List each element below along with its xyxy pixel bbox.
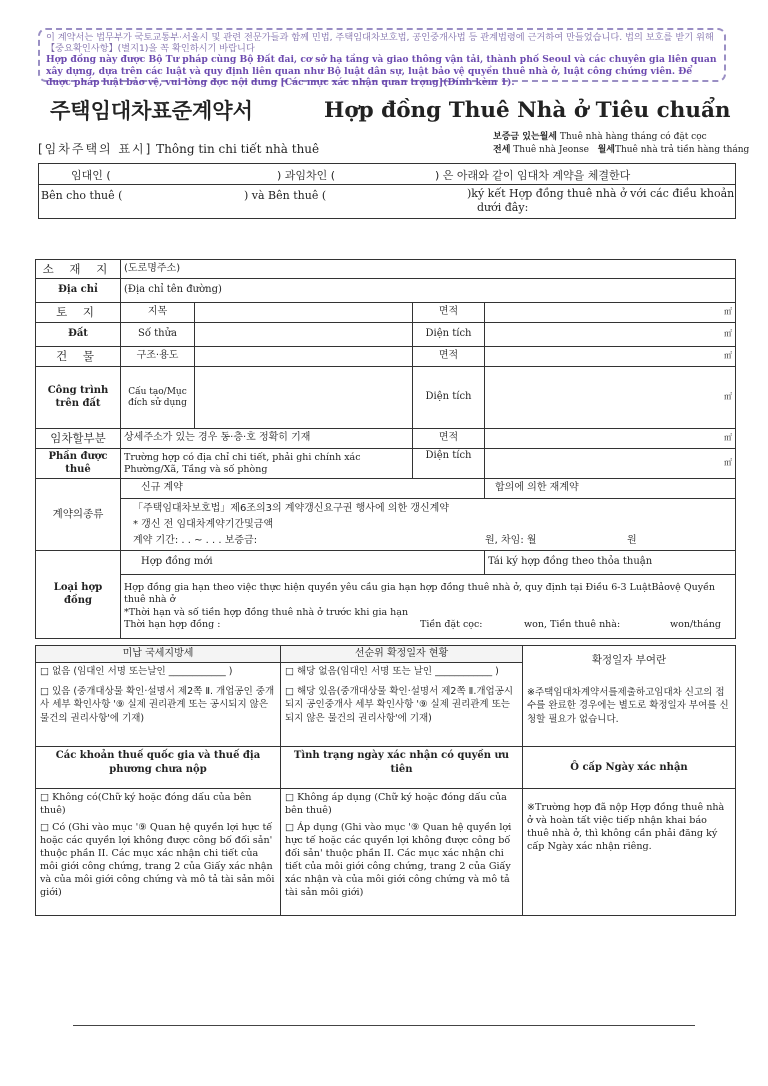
legend-3-ko: 월세 xyxy=(597,144,615,155)
new-contract-vi[interactable]: Hợp đồng mới xyxy=(121,551,485,575)
confirm-date-note-vi: ※Trường hợp đã nộp Hợp đồng thuê nhà ở và hoàn tất việc tiếp nhận khai báo thuê nhà ở, thì không cần phải đăng ký cấp Ngày xác nhận riêng. xyxy=(523,789,736,916)
priority-date-yes-vi[interactable]: □ Áp dụng (Ghi vào mục '⑨ Quan hệ quyền lợi hực tế hoặc các quyền lợi không được công bố đối sản' thuộc phần II. Các mục xác nhận chi tiết của môi giới công chứng, trang 2 của Giấy xác nhận và của môi giới công chứng và mô tả tài sản môi giới) xyxy=(285,822,512,898)
part-label-ko: 임차할부분 xyxy=(36,429,121,449)
ctype-label-vi: Loại hợp đồng xyxy=(36,551,121,639)
renewal-vi-line2: *Thời hạn và số tiền hợp đồng thuê nhà ở trước khi gia hạn xyxy=(124,606,409,618)
renew-agree-ko[interactable]: 합의에 의한 재계약 xyxy=(485,479,736,499)
part-area-unit[interactable]: ㎡ xyxy=(485,429,736,449)
priority-date-header-vi: Tình trạng ngày xác nhận có quyền ưu tiên xyxy=(281,747,523,789)
party-ko-a: 임대인 ( xyxy=(71,169,111,182)
priority-date-yes-ko[interactable]: □ 해당 있음(중개대상물 확인·설명서 제2쪽 Ⅱ.개업공시되지 공인중개사 세부 확인사항 '⑨ 실제 권리관계 또는 되지 않은 물건의 권리사항'에 기재) xyxy=(285,685,514,724)
land-value-ko[interactable] xyxy=(195,303,413,323)
land-area-unit[interactable]: ㎡ xyxy=(485,303,736,323)
party-vi-a: Bên cho thuê ( xyxy=(41,189,123,202)
unpaid-tax-options-vi xyxy=(36,789,281,916)
registration-table xyxy=(35,645,736,916)
priority-date-none-ko[interactable]: □ 해당 없음(임대인 서명 또는 날인 ____________ ) xyxy=(285,666,499,677)
land-value-vi[interactable] xyxy=(195,323,413,347)
renewal-vi-deposit: Tiền đặt cọc: xyxy=(420,619,483,630)
addr-label-ko: 소 재 지 xyxy=(36,260,121,279)
renewal-ko-won: 원, 차임: 월 xyxy=(485,534,537,546)
part-value-ko[interactable]: 상세주소가 있는 경우 동·층·호 정확히 기재 xyxy=(121,429,413,449)
bldg-label-ko: 건 물 xyxy=(36,347,121,367)
part-label-vi: Phần được thuê xyxy=(36,449,121,479)
section-label xyxy=(38,140,319,157)
section-label-ko: [임차주택의 표시] xyxy=(38,142,153,156)
land-sub-ko: 지목 xyxy=(121,303,195,323)
unpaid-tax-none-ko[interactable]: □ 없음 (임대인 서명 또는날인 ____________ ) xyxy=(40,666,233,677)
addr-value-vi[interactable]: (Địa chỉ tên đường) xyxy=(121,279,736,303)
renewal-contract-vi[interactable] xyxy=(121,575,736,639)
title-korean: 주택임대차표준계약서 xyxy=(50,99,253,123)
section-label-vi: Thông tin chi tiết nhà thuê xyxy=(156,142,320,156)
bldg-sub-vi: Cấu tạo/Mục đích sử dụng xyxy=(121,367,195,429)
notice-korean: 이 계약서는 법무부가 국토교통부·서울시 및 관련 전문가들과 함께 민법, 주택임대차보호법, 공인중개사법 등 관계법령에 근거하여 만들었습니다. 법의 보호를 받기 위해 【중요확인사항】(별지1)을 꼭 확인하시기 바랍니다 xyxy=(46,32,714,55)
renewal-ko-line3 xyxy=(133,533,732,549)
priority-date-options-ko xyxy=(281,663,523,747)
unpaid-tax-yes-vi[interactable]: □ Có (Ghi vào mục '⑨ Quan hệ quyền lợi hực tế hoặc các quyền lợi không được công bố đối sản' thuộc phần II. Các mục xác nhận chi tiết của môi giới công chứng, trang 2 của Giấy xác nhận và của môi giới công chứng và mô tả tài sản môi giới) xyxy=(40,822,275,898)
bldg-value-vi[interactable] xyxy=(195,367,413,429)
party-vi-c: )ký kết Hợp đồng thuê nhà ở với các điều khoản xyxy=(467,187,735,200)
renewal-ko-line1: 「주택임대차보호법」제6조의3의 계약갱신요구권 행사에 의한 갱신계약 xyxy=(133,502,449,514)
addr-label-vi: Địa chỉ xyxy=(36,279,121,303)
bldg-area-unit[interactable]: ㎡ xyxy=(485,347,736,367)
bldg-area-unit-vi[interactable]: ㎡ xyxy=(485,367,736,429)
legend-1-vi: Thuê nhà hàng tháng có đặt cọc xyxy=(559,132,707,142)
unpaid-tax-none-vi[interactable]: □ Không có(Chữ ký hoặc đóng dấu của bên thuê) xyxy=(40,792,252,816)
confirm-date-header-ko: 확정일자 부여란 xyxy=(591,654,667,666)
unpaid-tax-header-vi: Các khoản thuế quốc gia và thuế địa phương chưa nộp xyxy=(36,747,281,789)
notice-vietnamese: Hợp đồng này được Bộ Tư pháp cùng Bộ Đất đai, cơ sở hạ tầng và giao thông vận tải, thành phố Seoul và các chuyên gia liên quan xây dựng, dựa trên các luật và quy định liên quan như Bộ luật dân sự, luật bảo vệ quyền thuê nhà ở, luật công chứng viên. Để được pháp luật bảo vệ, vui lòng đọc nội dung [Các mục xác nhận quan trọng](Đính kèm 1). xyxy=(46,54,717,88)
unpaid-tax-options-ko xyxy=(36,663,281,747)
part-area-label-ko: 면적 xyxy=(413,429,485,449)
property-info-table xyxy=(35,259,736,639)
legend-2-vi: Thuê nhà Jeonse xyxy=(513,144,589,155)
title-vietnamese: Hợp đồng Thuê Nhà ở Tiêu chuẩn xyxy=(324,98,731,123)
legal-notice-box xyxy=(38,28,726,88)
party-vi-b: ) và Bên thuê ( xyxy=(244,189,327,202)
legend-2-ko: 전세 xyxy=(493,144,511,155)
renewal-ko-won-end: 원 xyxy=(627,534,637,546)
bldg-area-label-vi: Diện tích xyxy=(413,367,485,429)
renewal-vi-period: Thời hạn hợp đồng : xyxy=(124,619,221,630)
renewal-vi-line1: Hợp đồng gia hạn theo việc thực hiện quyền yêu cầu gia hạn hợp đồng thuê nhà ở, quy định tại Điều 6-3 LuậtBảovệ Quyền thuê nhà ở xyxy=(124,581,716,605)
ctype-label-ko: 계약의종류 xyxy=(36,479,121,551)
confirm-date-note-ko: ※주택임대차계약서를제출하고임대차 신고의 접수를 완료한 경우에는 별도로 확정일자 부여를 신청할 필요가 없습니다. xyxy=(527,686,729,725)
renewal-ko-period: 계약 기간: . . ~ . . . 보증금: xyxy=(133,534,258,546)
footer-divider xyxy=(73,1025,695,1026)
legend-3-vi: Thuê nhà trả tiền hàng tháng xyxy=(614,144,750,155)
unpaid-tax-yes-ko[interactable]: □ 있음 (중개대상물 확인·설명서 제2쪽 Ⅱ. 개업공인 중개사 세부 확인사항 '⑨ 실제 권리관계 또는 공시되지 않은 물건의 권리사항'에 기재) xyxy=(40,685,275,724)
renewal-vi-month: won/tháng xyxy=(670,619,721,630)
land-sub-vi: Số thửa xyxy=(121,323,195,347)
land-area-label-ko: 면적 xyxy=(413,303,485,323)
renewal-contract-ko[interactable] xyxy=(121,499,736,551)
unpaid-tax-header-ko: 미납 국세지방세 xyxy=(36,646,281,663)
part-area-unit-vi[interactable]: ㎡ xyxy=(485,449,736,479)
new-contract-ko[interactable]: 신규 계약 xyxy=(121,479,485,499)
bldg-area-label-ko: 면적 xyxy=(413,347,485,367)
party-ko-b: ) 과임차인 ( xyxy=(277,169,336,182)
party-ko-c: ) 은 아래와 같이 임대차 계약을 체결한다 xyxy=(435,169,631,182)
bldg-label-vi: Công trình trên đất xyxy=(36,367,121,429)
bldg-value-ko[interactable] xyxy=(195,347,413,367)
party-vi-d: dưới đây: xyxy=(477,201,529,214)
priority-date-header-ko: 선순위 확정일자 현황 xyxy=(281,646,523,663)
land-area-label-vi: Diện tích xyxy=(413,323,485,347)
land-area-unit-vi[interactable]: ㎡ xyxy=(485,323,736,347)
legend-1-ko: 보증금 있는월세 xyxy=(493,132,557,142)
renew-agree-vi[interactable]: Tái ký hợp đồng theo thỏa thuận xyxy=(485,551,736,575)
priority-date-none-vi[interactable]: □ Không áp dụng (Chữ ký hoặc đóng dấu của bên thuê) xyxy=(285,792,507,816)
bldg-sub-ko: 구조·용도 xyxy=(121,347,195,367)
priority-date-options-vi xyxy=(281,789,523,916)
party-declaration-box xyxy=(38,163,736,219)
renewal-vi-line3 xyxy=(124,619,732,632)
land-label-vi: Đất xyxy=(36,323,121,347)
contract-type-legend xyxy=(493,131,749,156)
addr-value-ko[interactable]: (도로명주소) xyxy=(121,260,736,279)
part-value-vi[interactable]: Trường hợp có địa chỉ chi tiết, phải ghi chính xác Phường/Xã, Tầng và số phòng xyxy=(121,449,413,479)
renewal-vi-rent: won, Tiền thuê nhà: xyxy=(524,619,621,630)
land-label-ko: 토 지 xyxy=(36,303,121,323)
renewal-ko-line2: * 갱신 전 임대차계약기간및금액 xyxy=(133,518,274,530)
confirm-date-cell-ko xyxy=(523,646,736,747)
part-area-label-vi: Diện tích xyxy=(413,449,485,479)
confirm-date-header-vi: Ô cấp Ngày xác nhận xyxy=(523,747,736,789)
